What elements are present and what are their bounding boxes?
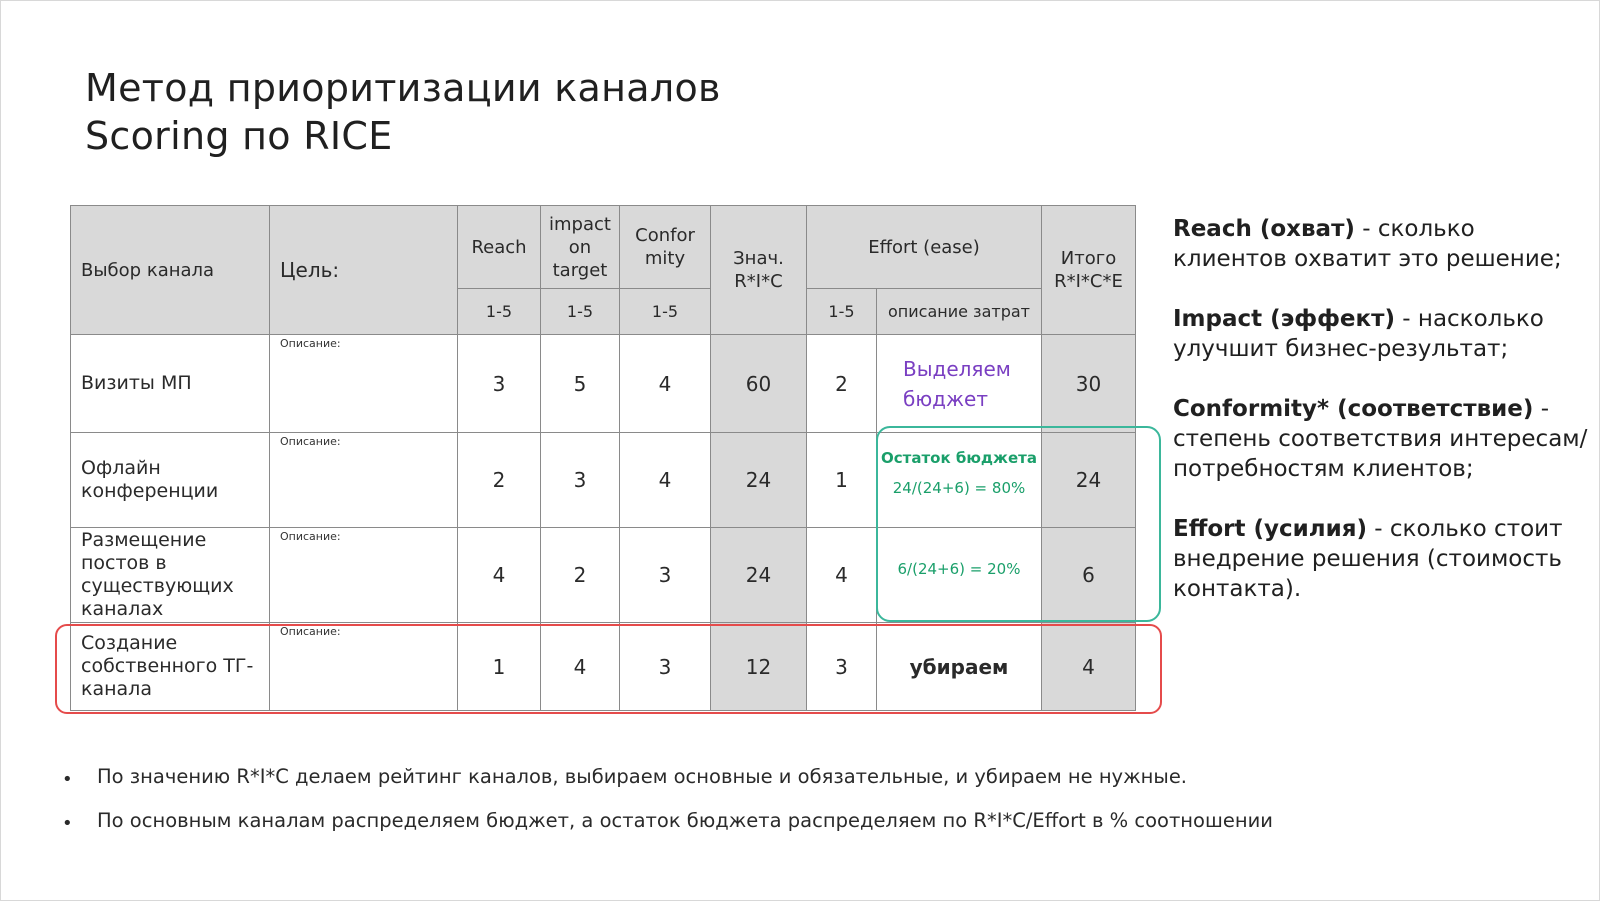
total-cell: 24	[1042, 433, 1136, 528]
header-channel: Выбор канала	[71, 206, 270, 335]
cost-desc-line-2: бюджет	[903, 386, 988, 411]
table-row	[71, 528, 1136, 623]
title-line-1: Метод приоритизации каналов	[85, 66, 721, 110]
cost-desc-cell	[877, 335, 1042, 433]
goal-cell	[270, 335, 458, 433]
channel-cell: Офлайн конференции	[71, 433, 270, 528]
reach-cell: 4	[458, 528, 541, 623]
conformity-cell: 3	[620, 528, 711, 623]
ric-cell: 12	[711, 623, 807, 711]
goal-description-label: Описание:	[280, 435, 341, 448]
header-row	[71, 206, 1136, 289]
bullet-text: По значению R*I*C делаем рейтинг каналов, выбираем основные и обязательные, и убираем не нужные.	[97, 765, 1188, 788]
definition-reach	[1173, 214, 1593, 274]
cost-desc-line-1: Выделяем	[903, 356, 1011, 381]
channel-cell: Создание собственного ТГ-канала	[71, 623, 270, 711]
definition-impact	[1173, 304, 1593, 364]
table-row	[71, 433, 1136, 528]
table-row	[71, 335, 1136, 433]
table-row	[71, 623, 1136, 711]
header-total: Итого R*I*C*E	[1042, 206, 1136, 335]
definition-term: Conformity* (соответствие)	[1173, 396, 1534, 422]
cost-desc-cell	[877, 433, 1042, 528]
impact-cell: 3	[541, 433, 620, 528]
cost-desc-cell: убираем	[877, 623, 1042, 711]
channel-cell: Визиты МП	[71, 335, 270, 433]
subheader-effort: 1-5	[807, 289, 877, 335]
definition-term: Reach (охват)	[1173, 216, 1355, 242]
reach-cell: 3	[458, 335, 541, 433]
ric-cell: 60	[711, 335, 807, 433]
definition-conformity	[1173, 394, 1593, 484]
definition-term: Impact (эффект)	[1173, 306, 1395, 332]
impact-cell: 4	[541, 623, 620, 711]
effort-cell: 4	[807, 528, 877, 623]
effort-cell: 2	[807, 335, 877, 433]
goal-description-label: Описание:	[280, 530, 341, 543]
bullet-text: По основным каналам распределяем бюджет, а остаток бюджета распределяем по R*I*C/Effort в % соотношении	[97, 809, 1273, 832]
header-reach: Reach	[458, 206, 541, 289]
conformity-cell: 4	[620, 433, 711, 528]
channel-cell: Размещение постов в существующих каналах	[71, 528, 270, 623]
goal-cell	[270, 623, 458, 711]
header-goal: Цель:	[270, 206, 458, 335]
header-conformity: Confor mity	[620, 206, 711, 289]
bullet-dot: •	[62, 813, 73, 834]
cost-desc-cell	[877, 528, 1042, 623]
goal-description-label: Описание:	[280, 625, 341, 638]
definition-term: Effort (усилия)	[1173, 516, 1367, 542]
subheader-conformity: 1-5	[620, 289, 711, 335]
budget-share-formula: 6/(24+6) = 20%	[897, 560, 1021, 578]
effort-cell: 1	[807, 433, 877, 528]
ric-cell: 24	[711, 433, 807, 528]
impact-cell: 2	[541, 528, 620, 623]
conformity-cell: 4	[620, 335, 711, 433]
definition-effort	[1173, 514, 1593, 604]
reach-cell: 2	[458, 433, 541, 528]
total-cell: 4	[1042, 623, 1136, 711]
goal-cell	[270, 528, 458, 623]
header-effort: Effort (ease)	[807, 206, 1042, 289]
budget-share-formula: 24/(24+6) = 80%	[892, 479, 1026, 497]
definitions-panel	[1173, 214, 1593, 634]
subheader-cost-desc: описание затрат	[877, 289, 1042, 335]
bullet-dot: •	[62, 769, 73, 790]
definition-text: - степень соответствия интересам/потребностям клиентов;	[1173, 396, 1588, 482]
subheader-reach: 1-5	[458, 289, 541, 335]
slide-title	[85, 64, 721, 160]
definition-text: - сколько клиентов охватит это решение;	[1173, 216, 1562, 272]
header-ric: Знач. R*I*C	[711, 206, 807, 335]
header-impact: impact on target	[541, 206, 620, 289]
budget-remainder-title: Остаток бюджета	[881, 449, 1037, 467]
ric-cell: 24	[711, 528, 807, 623]
rice-table	[70, 205, 1136, 711]
definition-text: - насколько улучшит бизнес-результат;	[1173, 306, 1544, 362]
reach-cell: 1	[458, 623, 541, 711]
definition-text: - сколько стоит внедрение решения (стоимость контакта).	[1173, 516, 1563, 602]
conformity-cell: 3	[620, 623, 711, 711]
goal-description-label: Описание:	[280, 337, 341, 350]
impact-cell: 5	[541, 335, 620, 433]
subheader-impact: 1-5	[541, 289, 620, 335]
total-cell: 30	[1042, 335, 1136, 433]
effort-cell: 3	[807, 623, 877, 711]
total-cell: 6	[1042, 528, 1136, 623]
goal-cell	[270, 433, 458, 528]
title-line-2: Scoring по RICE	[85, 114, 393, 158]
